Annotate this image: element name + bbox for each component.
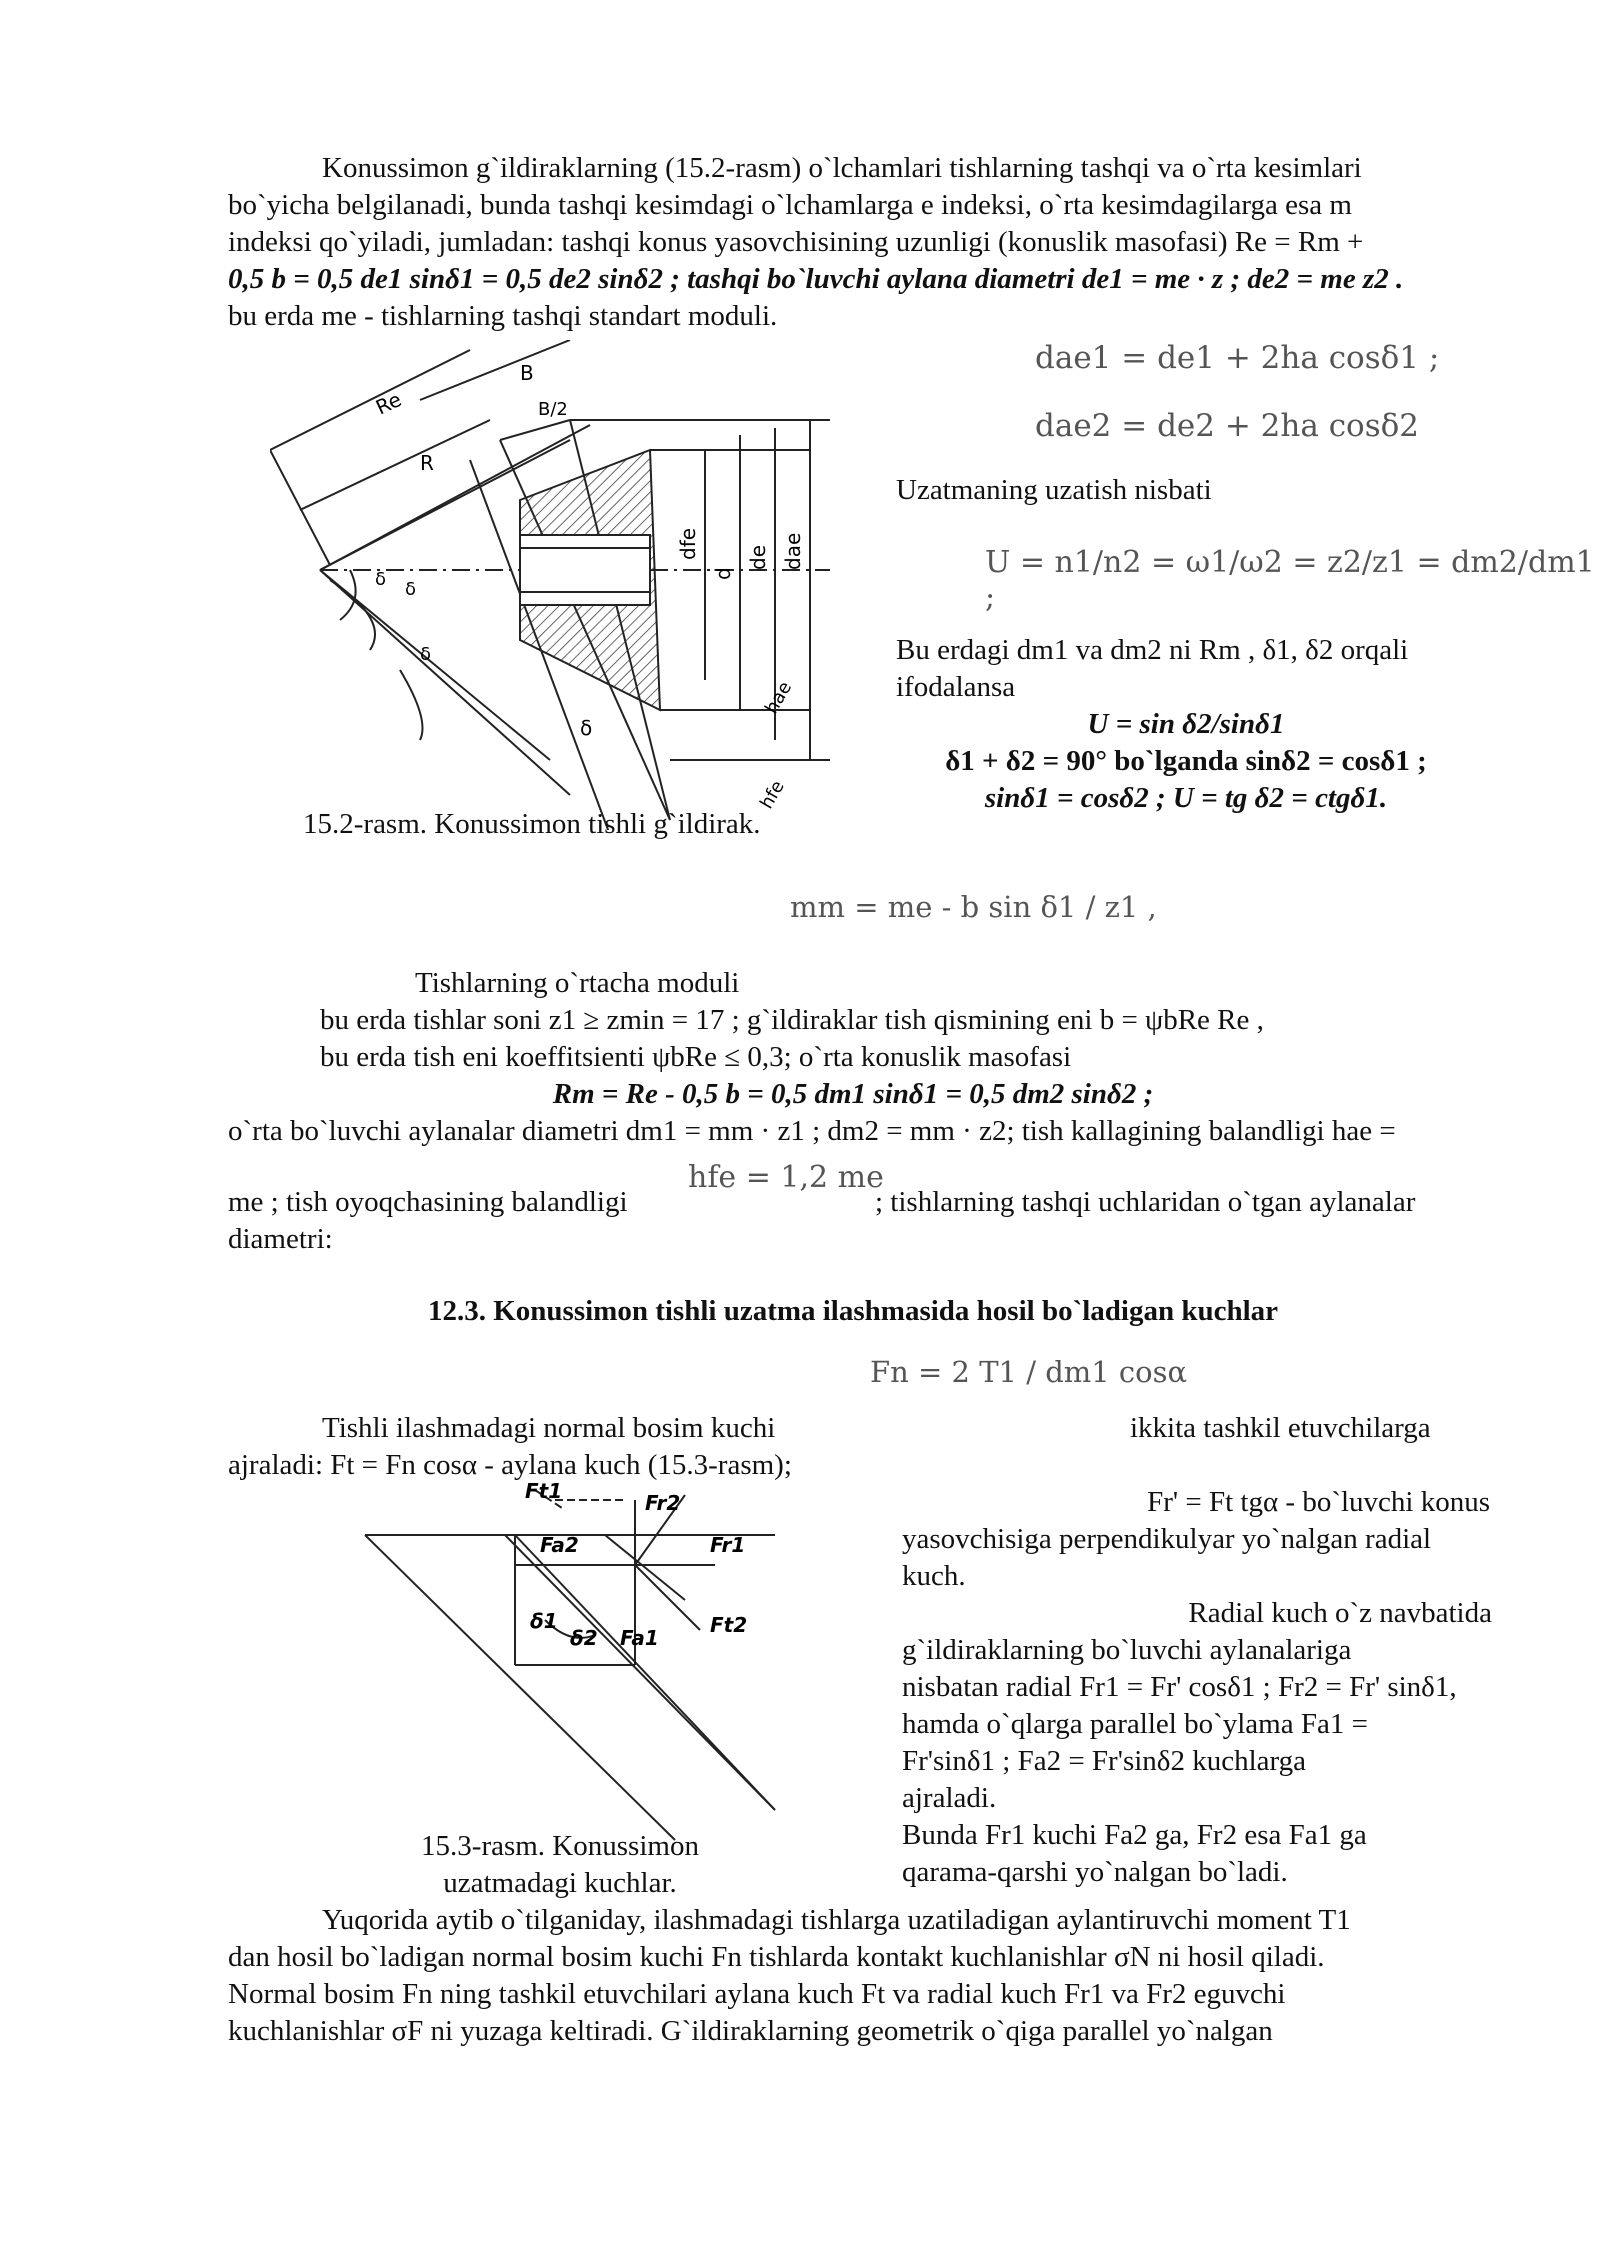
final-line-4: kuchlanishlar σF ni yuzaga keltiradi. G`ildiraklarning geometrik o`qiga parallel yo`nalgan (228, 2015, 1273, 2047)
label-hfe: hfe (756, 777, 789, 813)
label-fa2: Fa2 (540, 1533, 579, 1557)
forces-right-9: ajraladi. (902, 1782, 997, 1814)
forces-right-7: hamda o`qlarga parallel bo`ylama Fa1 = (902, 1708, 1368, 1740)
bevel-forces-figure (355, 1480, 885, 1850)
forces-right-3: kuch. (902, 1560, 966, 1592)
label-de: de (746, 545, 770, 570)
label-fa1: Fa1 (620, 1626, 659, 1650)
forces-right-4: Radial kuch o`z navbatida (1188, 1597, 1492, 1629)
formula-rm: Rm = Re - 0,5 b = 0,5 dm1 sinδ1 = 0,5 dm2 sinδ2 ; (552, 1078, 1154, 1110)
label-ft1: Ft1 (525, 1480, 563, 1503)
module-line-2: bu erda tish eni koeffitsienti ψbRe ≤ 0,3; o`rta konuslik masofasi (320, 1041, 1072, 1073)
fig-15-2-caption: 15.2-rasm. Konussimon tishli g`ildirak. (303, 808, 761, 840)
module-line-3: o`rta bo`luvchi aylanalar diametri dm1 = mm · z1 ; dm2 = mm · z2; tish kallagining balandligi hae = (228, 1115, 1396, 1147)
label-d: d (711, 567, 735, 580)
module-line-5: diametri: (228, 1223, 333, 1255)
final-line-1: Yuqorida aytib o`tilganiday, ilashmadagi tishlarga uzatiladigan aylantiruvchi moment T1 (322, 1904, 1351, 1936)
label-re: Re (371, 387, 406, 420)
fig-15-3-caption-2: uzatmadagi kuchlar. (443, 1867, 677, 1899)
label-delta-4: δ (580, 716, 593, 740)
section-heading: 12.3. Konussimon tishli uzatma ilashmasida hosil bo`ladigan kuchlar (427, 1295, 1279, 1327)
label-r: R (420, 451, 434, 475)
label-delta1: δ1 (530, 1609, 558, 1633)
label-b-half: B/2 (538, 399, 568, 420)
intro-line-2: bo`yicha belgilanadi, bunda tashqi kesimdagi o`lchamlarga e indeksi, o`rta kesimdagilarga esa m (228, 189, 1352, 221)
forces-line-1a: Tishli ilashmadagi normal bosim kuchi (322, 1412, 776, 1444)
module-line-4b: ; tishlarning tashqi uchlaridan o`tgan aylanalar (875, 1186, 1416, 1218)
bevel-gear-figure (270, 340, 870, 830)
formula-u-sin: U = sin δ2/sinδ1 (1087, 708, 1285, 740)
forces-right-2: yasovchisiga perpendikulyar yo`nalgan radial (902, 1523, 1432, 1555)
forces-right-6: nisbatan radial Fr1 = Fr' cosδ1 ; Fr2 = Fr' sinδ1, (902, 1671, 1457, 1703)
formula-dae1: dae1 = de1 + 2ha cosδ1 ; (1035, 340, 1440, 376)
forces-right-5: g`ildiraklarning bo`luvchi aylanalariga (902, 1634, 1352, 1666)
label-fr2: Fr2 (645, 1491, 681, 1515)
ratio-title: Uzatmaning uzatish nisbati (896, 474, 1212, 506)
formula-u: U = n1/n2 = ω1/ω2 = z2/z1 = dm2/dm1 ; (985, 545, 1595, 615)
module-line-1: bu erda tishlar soni z1 ≥ zmin = 17 ; g`ildiraklar tish qismining eni b = ψbRe Re , (320, 1004, 1264, 1036)
formula-dae2: dae2 = de2 + 2ha cosδ2 (1035, 408, 1420, 444)
label-delta-3: δ (420, 644, 432, 665)
label-dae: dae (781, 532, 805, 570)
label-delta2: δ2 (570, 1626, 598, 1650)
label-dfe: dfe (676, 527, 700, 560)
forces-right-10: Bunda Fr1 kuchi Fa2 ga, Fr2 esa Fa1 ga (902, 1819, 1367, 1851)
intro-line-1: Konussimon g`ildiraklarning (15.2-rasm) o`lchamlari tishlarning tashqi va o`rta kesimlari (322, 152, 1362, 184)
formula-hf: hfe = 1,2 me (688, 1160, 884, 1195)
forces-line-2: ajraladi: Ft = Fn cosα - aylana kuch (15.3-rasm); (228, 1449, 792, 1481)
formula-fn: Fn = 2 T1 / dm1 cosα (870, 1355, 1188, 1389)
intro-line-4: 0,5 b = 0,5 de1 sinδ1 = 0,5 de2 sinδ2 ; tashqi bo`luvchi aylana diametri de1 = me · z ; de2 = me z2 . (228, 263, 1404, 295)
fig-15-3-caption-1: 15.3-rasm. Konussimon (421, 1830, 699, 1862)
final-line-2: dan hosil bo`ladigan normal bosim kuchi Fn tishlarda kontakt kuchlanishlar σN ni hosil qiladi. (228, 1941, 1325, 1973)
module-title: Tishlarning o`rtacha moduli (415, 967, 740, 999)
intro-line-5: bu erda me - tishlarning tashqi standart moduli. (228, 300, 778, 332)
label-hae: hae (761, 677, 797, 718)
forces-right-1: Fr' = Ft tgα - bo`luvchi konus (1147, 1486, 1490, 1518)
formula-sin-cos: sinδ1 = cosδ2 ; U = tg δ2 = ctgδ1. (984, 782, 1388, 814)
formula-mm: mm = me - b sin δ1 / z1 , (790, 890, 1157, 924)
expression-line-1: Bu erdagi dm1 va dm2 ni Rm , δ1, δ2 orqali (896, 634, 1409, 666)
final-line-3: Normal bosim Fn ning tashkil etuvchilari aylana kuch Ft va radial kuch Fr1 va Fr2 eguvchi (228, 1978, 1286, 2010)
forces-right-11: qarama-qarshi yo`nalgan bo`ladi. (902, 1856, 1288, 1888)
formula-delta-sum: δ1 + δ2 = 90° bo`lganda sinδ2 = cosδ1 ; (945, 745, 1427, 777)
label-ft2: Ft2 (710, 1613, 748, 1637)
label-b: B (520, 361, 534, 385)
label-delta-1: δ (375, 569, 387, 590)
forces-line-1b: ikkita tashkil etuvchilarga (1130, 1412, 1431, 1444)
expression-line-2: ifodalansa (896, 671, 1016, 703)
label-delta-2: δ (405, 579, 417, 600)
label-fr1: Fr1 (710, 1533, 746, 1557)
intro-line-3: indeksi qo`yiladi, jumladan: tashqi konus yasovchisining uzunligi (konuslik masofasi) Re = Rm + (228, 226, 1364, 258)
forces-right-8: Fr'sinδ1 ; Fa2 = Fr'sinδ2 kuchlarga (902, 1745, 1307, 1777)
module-line-4a: me ; tish oyoqchasining balandligi (228, 1186, 628, 1218)
